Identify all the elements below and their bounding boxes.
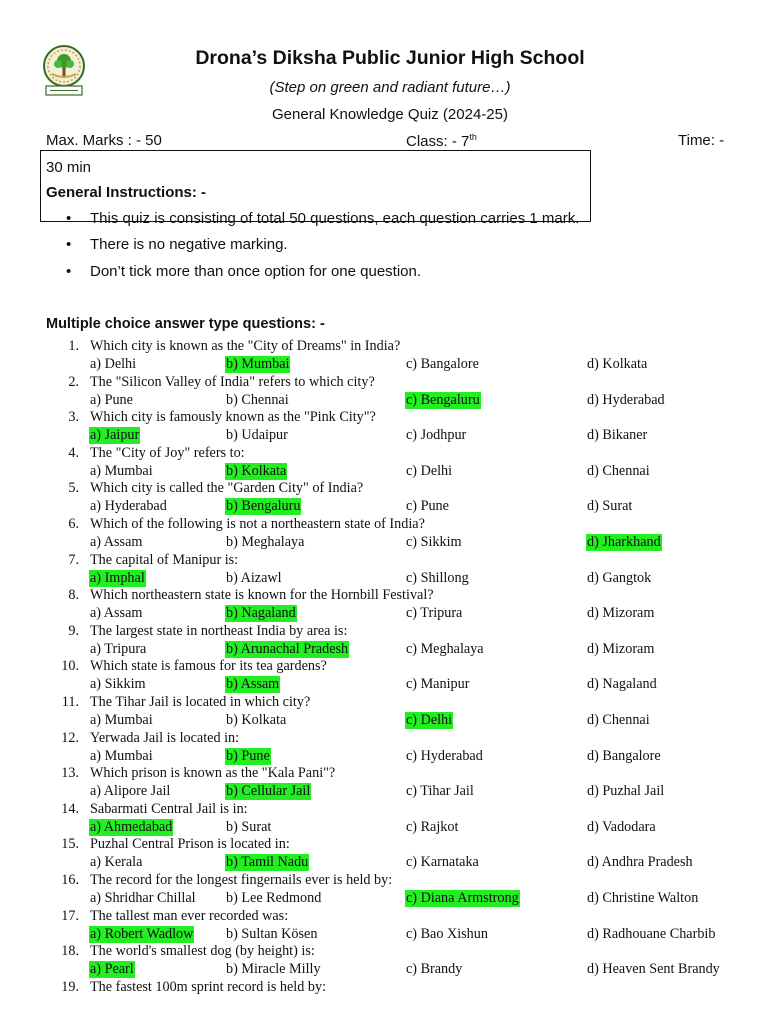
instruction-item: This quiz is consisting of total 50 questions, each question carries 1 mark.	[90, 210, 580, 227]
answer-option: d) Mizoram	[587, 641, 655, 657]
question-row	[0, 801, 768, 818]
answer-option-correct: a) Robert Wadlow	[90, 926, 194, 942]
question-number: 9.	[68, 623, 79, 639]
question-text: The fastest 100m sprint record is held by:	[90, 979, 327, 995]
answer-option: d) Chennai	[587, 463, 650, 479]
answer-option: c) Shillong	[406, 570, 469, 586]
answer-option: a) Alipore Jail	[90, 783, 171, 799]
question-row	[0, 587, 768, 604]
question-number: 14.	[61, 801, 79, 817]
answer-option: d) Gangtok	[587, 570, 652, 586]
answer-option: a) Mumbai	[90, 712, 153, 728]
question-row	[0, 908, 768, 925]
question-row	[0, 836, 768, 853]
answer-option-correct: b) Mumbai	[226, 356, 290, 372]
answer-option: c) Tihar Jail	[406, 783, 474, 799]
instruction-item: There is no negative marking.	[90, 236, 288, 253]
class-label: Class: - 7	[406, 133, 470, 150]
question-text: Sabarmati Central Jail is in:	[90, 801, 248, 817]
quiz-title: General Knowledge Quiz (2024-25)	[272, 106, 508, 123]
answer-option: b) Chennai	[226, 392, 289, 408]
question-text: Which city is known as the "City of Dreams" in India?	[90, 338, 401, 354]
answer-option: b) Udaipur	[226, 427, 288, 443]
answer-option: a) Delhi	[90, 356, 137, 372]
question-text: The world's smallest dog (by height) is:	[90, 943, 315, 959]
answer-option: d) Bangalore	[587, 748, 661, 764]
question-text: The record for the longest fingernails ever is held by:	[90, 872, 393, 888]
answer-option: c) Brandy	[406, 961, 463, 977]
answer-option-correct: b) Arunachal Pradesh	[226, 641, 349, 657]
question-number: 16.	[61, 872, 79, 888]
question-text: Which city is famously known as the "Pink City"?	[90, 409, 376, 425]
question-row	[0, 872, 768, 889]
question-number: 3.	[68, 409, 79, 425]
question-row	[0, 480, 768, 497]
question-number: 11.	[61, 694, 79, 710]
question-text: Yerwada Jail is located in:	[90, 730, 240, 746]
answer-option: b) Miracle Milly	[226, 961, 321, 977]
question-row	[0, 374, 768, 391]
question-text: Which state is famous for its tea gardens?	[90, 658, 327, 674]
answer-option: a) Tripura	[90, 641, 147, 657]
answer-option: c) Sikkim	[406, 534, 462, 550]
answer-option: d) Nagaland	[587, 676, 657, 692]
question-row	[0, 623, 768, 640]
question-text: The tallest man ever recorded was:	[90, 908, 289, 924]
question-text: Which prison is known as the "Kala Pani"?	[90, 765, 336, 781]
question-row	[0, 445, 768, 462]
question-text: The capital of Manipur is:	[90, 552, 239, 568]
question-row	[0, 658, 768, 675]
section-heading: Multiple choice answer type questions: -	[46, 316, 325, 332]
answer-option-correct: d) Jharkhand	[587, 534, 661, 550]
answer-option: a) Mumbai	[90, 748, 153, 764]
answer-option: b) Lee Redmond	[226, 890, 322, 906]
question-text: Puzhal Central Prison is located in:	[90, 836, 290, 852]
question-number: 2.	[68, 374, 79, 390]
question-number: 1.	[68, 338, 79, 354]
answer-option: d) Surat	[587, 498, 633, 514]
answer-option: a) Kerala	[90, 854, 143, 870]
answer-option-correct: a) Ahmedabad	[90, 819, 173, 835]
answer-option: d) Puzhal Jail	[587, 783, 665, 799]
answer-option: c) Tripura	[406, 605, 463, 621]
question-text: The "City of Joy" refers to:	[90, 445, 245, 461]
question-text: Which northeastern state is known for the Hornbill Festival?	[90, 587, 434, 603]
answer-option: c) Hyderabad	[406, 748, 483, 764]
answer-option-correct: b) Pune	[226, 748, 270, 764]
answer-option-correct: c) Delhi	[406, 712, 453, 728]
question-row	[0, 979, 768, 996]
question-number: 6.	[68, 516, 79, 532]
answer-option-correct: c) Diana Armstrong	[406, 890, 519, 906]
question-number: 19.	[61, 979, 79, 995]
question-row	[0, 338, 768, 355]
answer-option: a) Mumbai	[90, 463, 153, 479]
time-label: Time: -	[678, 132, 725, 149]
answer-option-correct: b) Nagaland	[226, 605, 296, 621]
class-info	[406, 132, 477, 150]
answer-option: d) Bikaner	[587, 427, 648, 443]
question-text: Which city is called the "Garden City" of India?	[90, 480, 364, 496]
answer-option: c) Bangalore	[406, 356, 479, 372]
answer-option-correct: c) Bengaluru	[406, 392, 480, 408]
answer-option: a) Hyderabad	[90, 498, 167, 514]
answer-option: c) Pune	[406, 498, 449, 514]
answer-option-correct: b) Cellular Jail	[226, 783, 311, 799]
answer-option-correct: b) Tamil Nadu	[226, 854, 309, 870]
answer-option: d) Vadodara	[587, 819, 656, 835]
answer-option: b) Kolkata	[226, 712, 287, 728]
question-text: The largest state in northeast India by area is:	[90, 623, 348, 639]
question-row	[0, 765, 768, 782]
school-tagline: (Step on green and radiant future…)	[269, 79, 511, 96]
answer-option-correct: b) Assam	[226, 676, 280, 692]
bullet-icon: •	[66, 236, 72, 253]
answer-option-correct: b) Bengaluru	[226, 498, 301, 514]
question-row	[0, 943, 768, 960]
answer-option: d) Heaven Sent Brandy	[587, 961, 720, 977]
answer-option: a) Shridhar Chillal	[90, 890, 196, 906]
question-text: The "Silicon Valley of India" refers to which city?	[90, 374, 375, 390]
answer-option: a) Pune	[90, 392, 133, 408]
answer-option: d) Radhouane Charbib	[587, 926, 716, 942]
answer-option: d) Andhra Pradesh	[587, 854, 693, 870]
answer-option: b) Surat	[226, 819, 272, 835]
bullet-icon: •	[66, 210, 72, 227]
question-row	[0, 552, 768, 569]
question-number: 13.	[61, 765, 79, 781]
question-row	[0, 516, 768, 533]
quiz-duration: 30 min	[46, 159, 92, 176]
answer-option: c) Bao Xishun	[406, 926, 488, 942]
answer-option-correct: a) Jaipur	[90, 427, 140, 443]
answer-option: c) Rajkot	[406, 819, 459, 835]
question-row	[0, 694, 768, 711]
class-superscript: th	[469, 132, 477, 142]
answer-option: c) Delhi	[406, 463, 453, 479]
question-text: Which of the following is not a northeastern state of India?	[90, 516, 425, 532]
answer-option: d) Chennai	[587, 712, 650, 728]
bullet-icon: •	[66, 263, 72, 280]
question-number: 7.	[68, 552, 79, 568]
answer-option: d) Mizoram	[587, 605, 655, 621]
question-number: 18.	[61, 943, 79, 959]
question-text: The Tihar Jail is located in which city?	[90, 694, 311, 710]
question-number: 12.	[61, 730, 79, 746]
answer-option: a) Assam	[90, 605, 143, 621]
max-marks: Max. Marks : - 50	[46, 132, 162, 149]
answer-option: d) Christine Walton	[587, 890, 699, 906]
answer-option: c) Karnataka	[406, 854, 479, 870]
answer-option: c) Manipur	[406, 676, 470, 692]
question-number: 10.	[61, 658, 79, 674]
question-number: 4.	[68, 445, 79, 461]
answer-option: b) Sultan Kösen	[226, 926, 318, 942]
answer-option: a) Assam	[90, 534, 143, 550]
instruction-item: Don’t tick more than once option for one question.	[90, 263, 422, 280]
answer-option-correct: a) Imphal	[90, 570, 145, 586]
question-number: 8.	[68, 587, 79, 603]
answer-option-correct: a) Pearl	[90, 961, 134, 977]
question-number: 5.	[68, 480, 79, 496]
question-number: 17.	[61, 908, 79, 924]
question-row	[0, 409, 768, 426]
answer-option: a) Sikkim	[90, 676, 146, 692]
answer-option-correct: b) Kolkata	[226, 463, 287, 479]
answer-option: c) Jodhpur	[406, 427, 467, 443]
question-number: 15.	[61, 836, 79, 852]
answer-option: b) Meghalaya	[226, 534, 305, 550]
question-row	[0, 730, 768, 747]
answer-option: c) Meghalaya	[406, 641, 484, 657]
answer-option: d) Hyderabad	[587, 392, 665, 408]
answer-option: b) Aizawl	[226, 570, 282, 586]
school-name: Drona’s Diksha Public Junior High School	[195, 47, 585, 69]
instructions-heading: General Instructions: -	[46, 184, 207, 201]
answer-option: d) Kolkata	[587, 356, 648, 372]
